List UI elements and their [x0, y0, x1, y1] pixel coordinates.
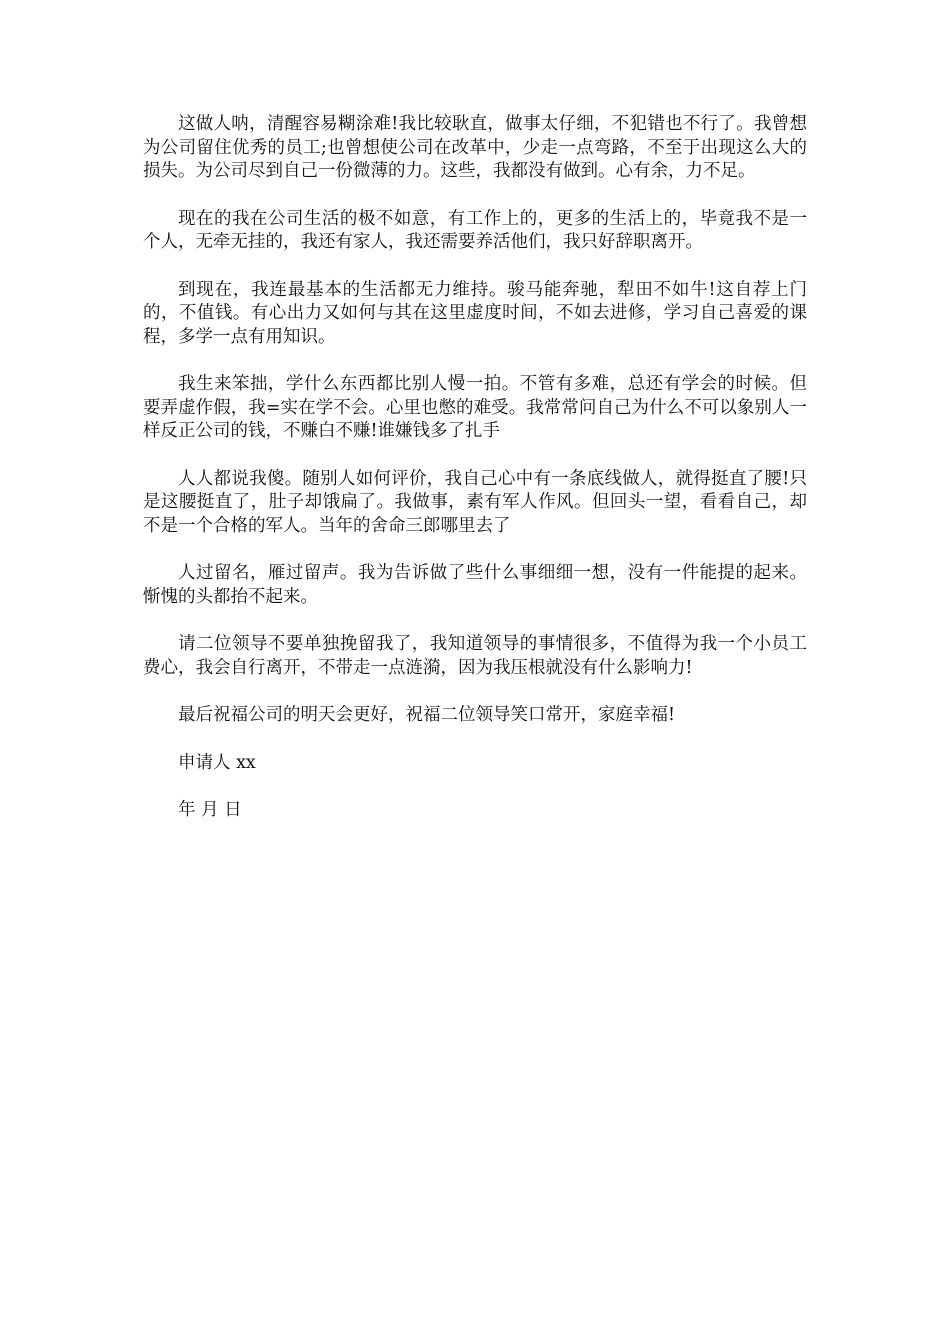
- paragraph-6: 人过留名，雁过留声。我为告诉做了些什么事细细一想，没有一件能提的起来。惭愧的头都抬不起来。: [143, 563, 807, 607]
- closing-blessing: 最后祝福公司的明天会更好，祝福二位领导笑口常开，家庭幸福!: [178, 705, 676, 725]
- applicant-signature: 申请人 xx: [178, 752, 256, 773]
- paragraph-2: 现在的我在公司生活的极不如意，有工作上的，更多的生活上的，毕竟我不是一个人，无牵无挂的，我还有家人，我还需要养活他们，我只好辞职离开。: [143, 208, 807, 252]
- paragraph-3: 到现在，我连最基本的生活都无力维持。骏马能奔驰，犁田不如牛!这自荐上门的，不值钱。有心出力又如何与其在这里虚度时间，不如去进修，学习自己喜爱的课程，多学一点有用知识。: [143, 279, 807, 347]
- date-line: 年 月 日: [178, 800, 242, 820]
- paragraph-1: 这做人呐，清醒容易糊涂难!我比较耿直，做事太仔细，不犯错也不行了。我曾想为公司留住优秀的员工;也曾想使公司在改革中，少走一点弯路，不至于出现这么大的损失。为公司尽到自己一份微薄的力。这些，我都没有做到。心有余，力不足。: [143, 114, 807, 181]
- paragraph-4: 我生来笨拙，学什么东西都比别人慢一拍。不管有多难，总还有学会的时候。但要弄虚作假，我=实在学不会。心里也憋的难受。我常常问自己为什么不可以象别人一样反正公司的钱，不赚白不赚!谁嫌钱多了扎手: [143, 374, 807, 441]
- paragraph-5: 人人都说我傻。随别人如何评价，我自己心中有一条底线做人，就得挺直了腰!只是这腰挺直了，肚子却饿扁了。我做事，素有军人作风。但回头一望，看看自己，却不是一个合格的军人。当年的舍命三郎哪里去了: [143, 468, 807, 536]
- letter-body: [143, 113, 807, 847]
- paragraph-7: 请二位领导不要单独挽留我了，我知道领导的事情很多，不值得为我一个小员工费心，我会自行离开，不带走一点涟漪，因为我压根就没有什么影响力!: [143, 634, 807, 678]
